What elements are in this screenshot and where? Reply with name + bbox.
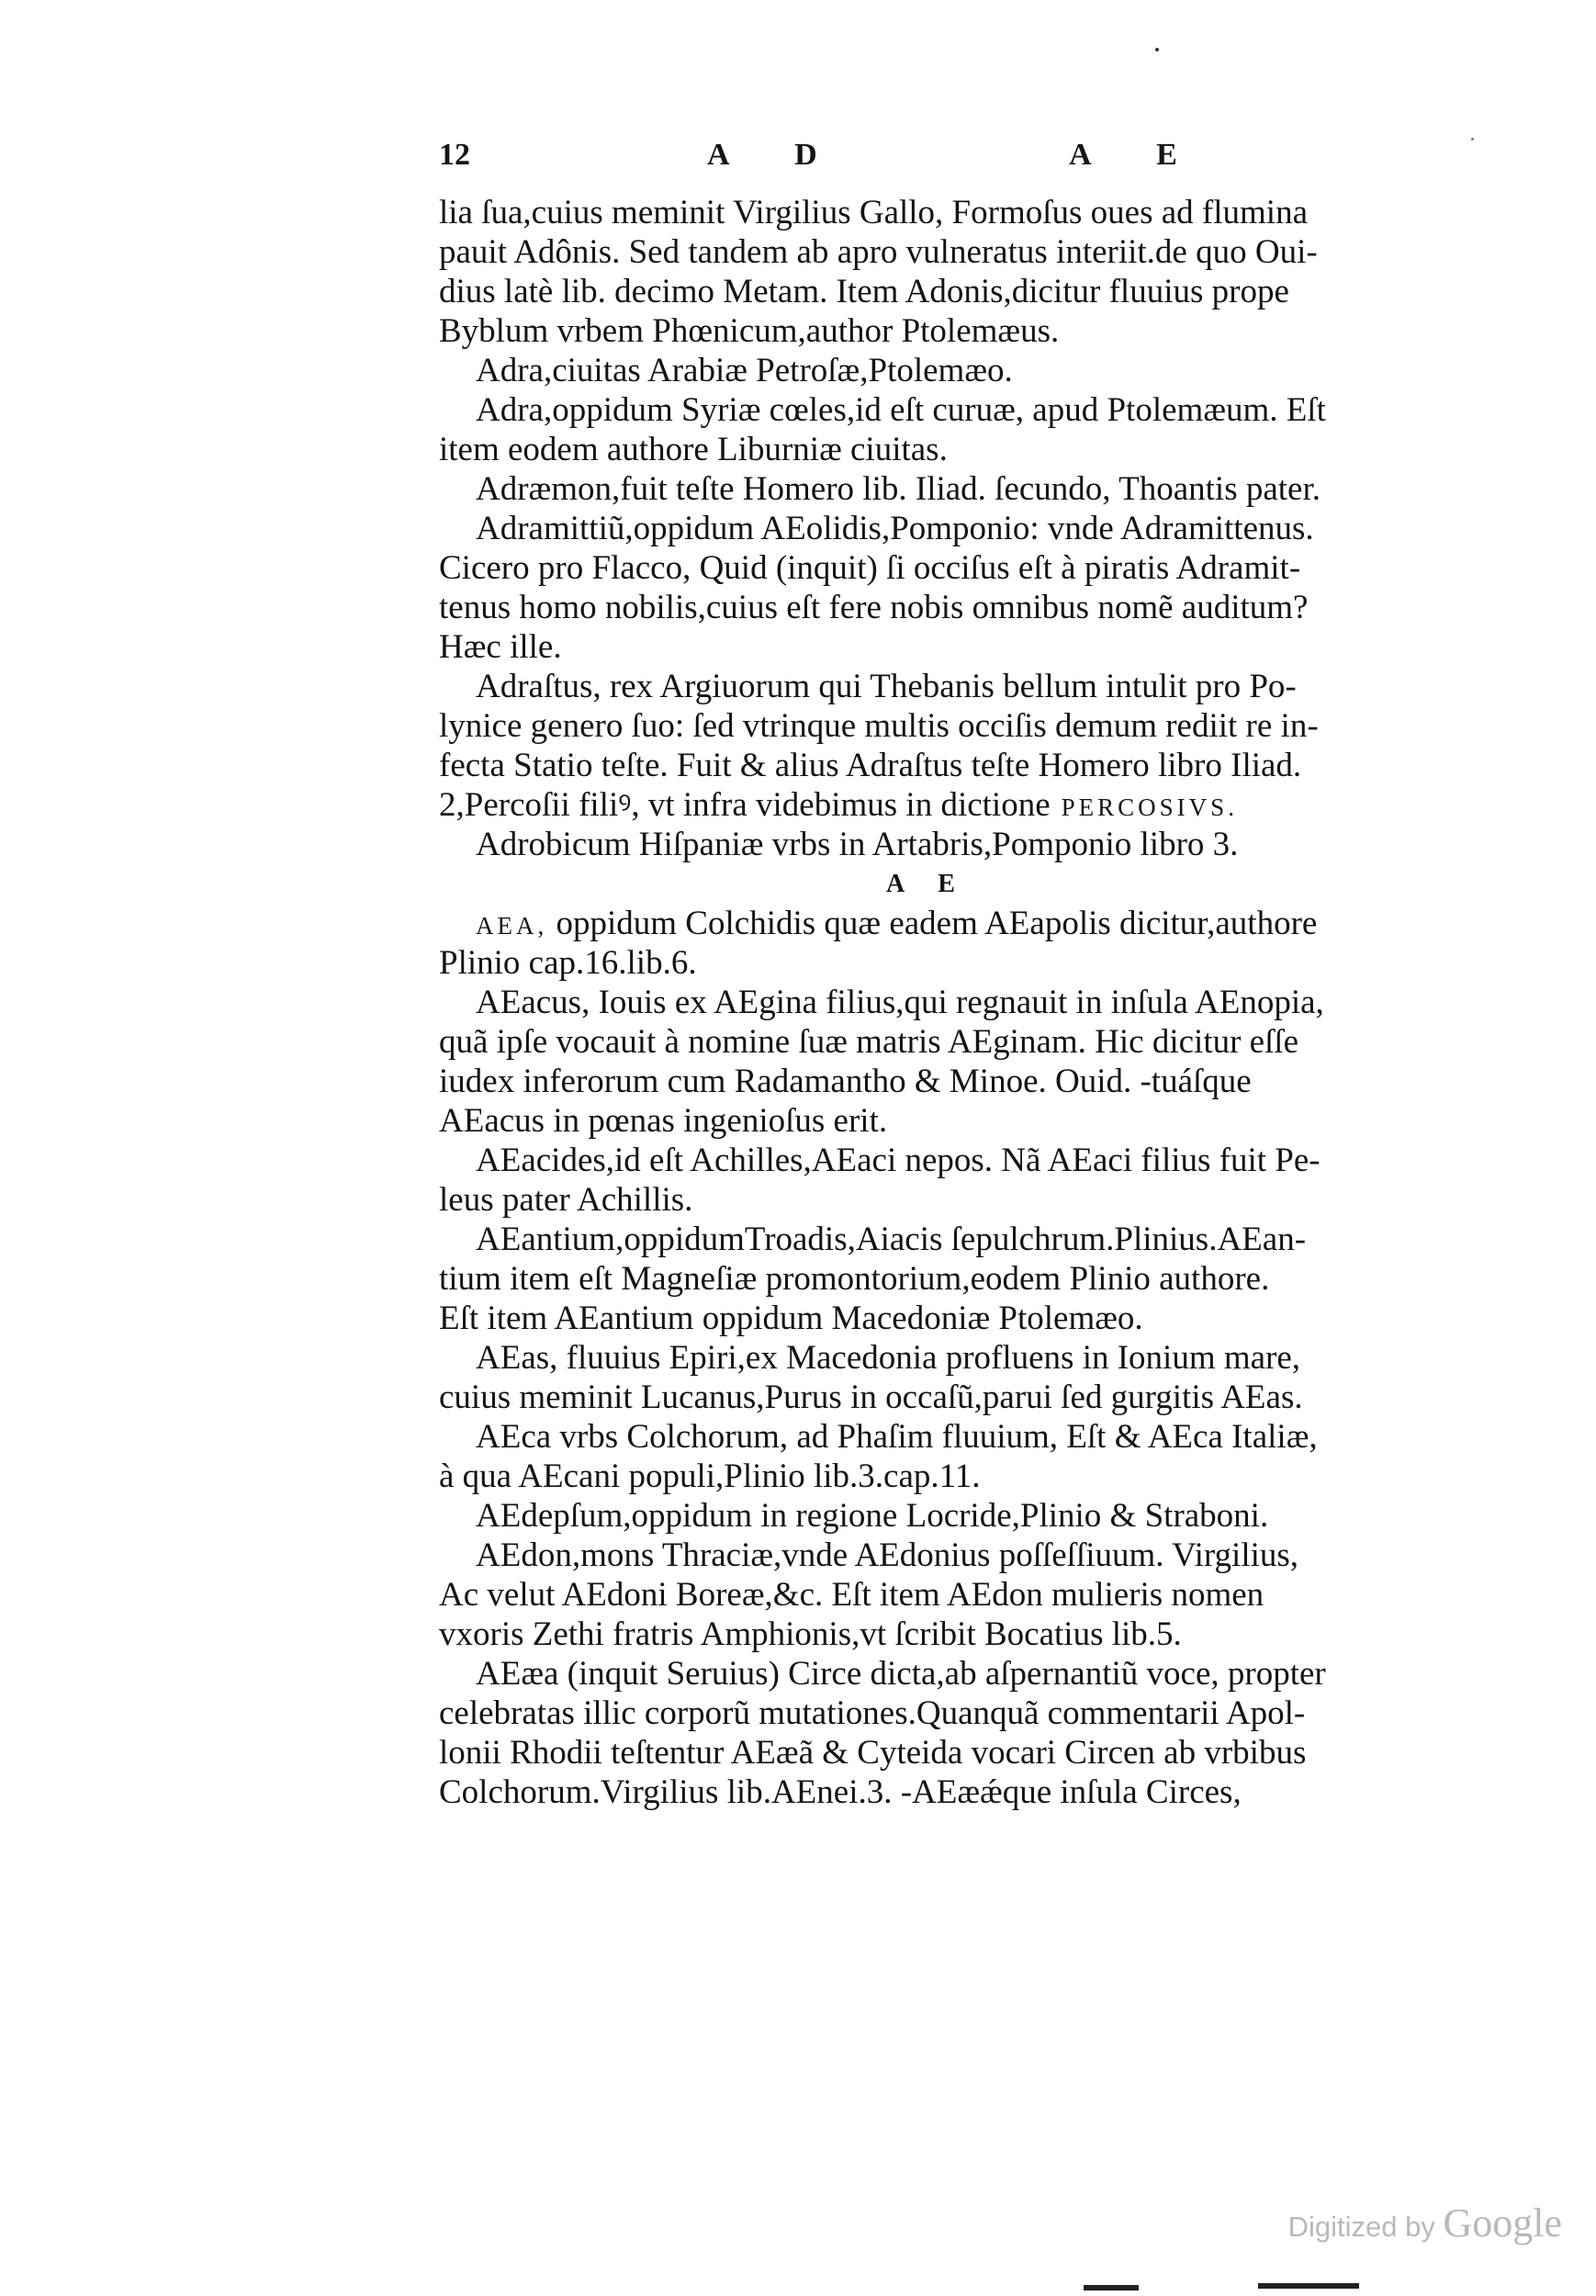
speck-mark (1155, 48, 1159, 51)
text-line: Colchorum.Virgilius lib.AEnei.3. -AEæǽque inſula Circes, (439, 1773, 1242, 1811)
bleed-through-mark (1084, 2285, 1139, 2290)
bleed-through-mark (1258, 2283, 1359, 2289)
watermark-prefix: Digitized by (1287, 2211, 1435, 2243)
entry-start-line: AEdon,mons Thraciæ,vnde AEdonius poſſeſſiuum. Virgilius, (476, 1536, 1299, 1574)
text-line: Ac velut AEdoni Boreæ,&c. Eſt item AEdon mulieris nomen (439, 1576, 1264, 1614)
text-line: Hæc ille. (439, 628, 562, 666)
text-line (439, 785, 1399, 825)
entry-start-line: AEca vrbs Colchorum, ad Phaſim fluuium, Eſt & AEca Italiæ, (476, 1418, 1318, 1456)
entry-start-line: AEas, fluuius Epiri,ex Macedonia profluens in Ionium mare, (476, 1339, 1301, 1377)
text-line: tium item eſt Magneſiæ promontorium,eodem Plinio authore. (439, 1260, 1270, 1298)
text-line: cuius meminit Lucanus,Purus in occaſũ,parui ſed gurgitis AEas. (439, 1379, 1303, 1416)
page-number: 12 (439, 138, 470, 172)
text-line: Eſt item AEantium oppidum Macedoniæ Ptolemæo. (439, 1300, 1143, 1337)
google-logo: Google (1443, 2200, 1562, 2245)
line-text: 2,Percoſii filiꝰ, vt infra videbimus in dictione (439, 786, 1051, 824)
entry-start-line: Adrobicum Hiſpaniæ vrbs in Artabris,Pomponio libro 3. (476, 826, 1239, 863)
header-right-letters: A E (1069, 138, 1207, 172)
header-left-letters: A D (707, 138, 847, 172)
text-line: fecta Statio teſte. Fuit & alius Adraſtus teſte Homero libro Iliad. (439, 747, 1302, 784)
text-line: Byblum vrbem Phœnicum,author Ptolemæus. (439, 312, 1060, 350)
entry-start-line: Adramittiũ,oppidum AEolidis,Pomponio: vnde Adramittenus. (476, 510, 1314, 547)
section-heading: AE (886, 870, 988, 898)
entry-start-line: AEacus, Iouis ex AEgina filius,qui regnauit in inſula AEnopia, (476, 984, 1324, 1021)
entry-start-line: Adra,ciuitas Arabiæ Petroſæ,Ptolemæo. (476, 352, 1013, 389)
entry-start-line (439, 904, 1399, 943)
line-text: oppidum Colchidis quæ eadem AEapolis dicitur,authore (547, 905, 1318, 942)
text-line: celebratas illic corporũ mutationes.Quanquã commentarii Apol- (439, 1694, 1306, 1732)
digitization-watermark (1288, 2200, 1562, 2246)
text-line: lia ſua,cuius meminit Virgilius Gallo, Formoſus oues ad flumina (439, 194, 1308, 231)
entry-start-line: AEdepſum,oppidum in regione Locride,Plinio & Straboni. (476, 1497, 1269, 1535)
entry-start-line: AEantium,oppidumTroadis,Aiacis ſepulchrum.Plinius.AEan- (476, 1221, 1307, 1258)
running-header (439, 138, 1394, 184)
text-line: quã ipſe vocauit à nomine ſuæ matris AEginam. Hic dicitur eſſe (439, 1023, 1299, 1061)
text-line: item eodem authore Liburniæ ciuitas. (439, 431, 948, 468)
text-line: Cicero pro Flacco, Quid (inquit) ſi occiſus eſt à piratis Adramit- (439, 549, 1301, 587)
text-line: leus pater Achillis. (439, 1181, 693, 1219)
entry-start-line: Adraſtus, rex Argiuorum qui Thebanis bellum intulit pro Po- (476, 668, 1297, 705)
text-line: Plinio cap.16.lib.6. (439, 944, 697, 982)
text-line: pauit Adônis. Sed tandem ab apro vulneratus interiit.de quo Oui- (439, 233, 1318, 271)
text-line: iudex inferorum cum Radamantho & Minoe. Ouid. -tuáſque (439, 1063, 1252, 1100)
entry-start-line: AEæa (inquit Seruius) Circe dicta,ab aſpernantiũ voce, propter (476, 1655, 1326, 1693)
text-line: dius latè lib. decimo Metam. Item Adonis,dicitur fluuius prope (439, 273, 1289, 310)
text-line: vxoris Zethi fratris Amphionis,vt ſcribit Bocatius lib.5. (439, 1615, 1182, 1653)
text-line: lonii Rhodii teſtentur AEæã & Cyteida vocari Circen ab vrbibus (439, 1734, 1307, 1772)
text-line: à qua AEcani populi,Plinio lib.3.cap.11. (439, 1458, 981, 1495)
dictionary-text-body (439, 193, 1399, 1812)
entry-start-line: Adra,oppidum Syriæ cœles,id eſt curuæ, apud Ptolemæum. Eſt (476, 391, 1326, 429)
text-line: AEacus in pœnas ingenioſus erit. (439, 1102, 888, 1140)
entry-start-line: AEacides,id eſt Achilles,AEaci nepos. Nã AEaci filius fuit Pe- (476, 1142, 1321, 1179)
small-caps-word: PERCOSIVS. (1061, 793, 1238, 821)
text-line: tenus homo nobilis,cuius eſt fere nobis omnibus nomẽ auditum? (439, 589, 1309, 626)
small-caps-headword: AEA, (476, 912, 548, 940)
text-line: lynice genero ſuo: ſed vtrinque multis occiſis demum rediit re in- (439, 707, 1319, 745)
speck-mark (1471, 138, 1474, 141)
entry-start-line: Adræmon,fuit teſte Homero lib. Iliad. ſecundo, Thoantis pater. (476, 470, 1321, 508)
